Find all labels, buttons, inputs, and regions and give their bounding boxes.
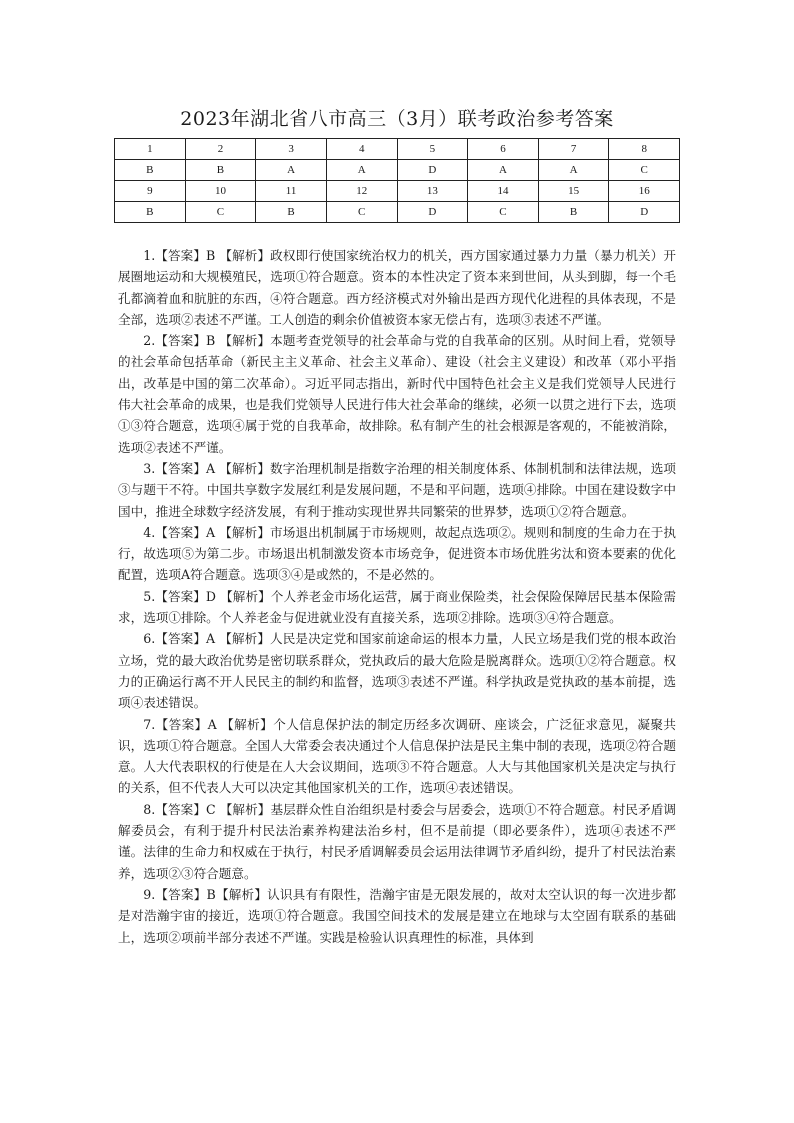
answer-label: 2.【答案】B 【解析】 — [143, 333, 271, 349]
table-cell: B — [115, 160, 186, 181]
table-row — [115, 160, 680, 181]
table-cell: A — [468, 160, 539, 181]
table-cell: 4 — [326, 139, 397, 160]
table-cell: C — [609, 160, 680, 181]
table-cell: A — [256, 160, 327, 181]
table-cell: A — [538, 160, 609, 181]
answer-label: 8.【答案】C 【解析】 — [143, 801, 271, 817]
table-cell: 10 — [185, 181, 256, 202]
answer-label: 9.【答案】B【解析】 — [143, 886, 268, 902]
table-cell: 3 — [256, 139, 327, 160]
table-row — [115, 202, 680, 223]
table-cell: D — [609, 202, 680, 223]
table-cell: 15 — [538, 181, 609, 202]
table-cell: C — [468, 202, 539, 223]
explanation-item — [118, 628, 676, 713]
explanation-item — [118, 586, 676, 629]
table-cell: D — [397, 202, 468, 223]
explanation-text: 市场退出机制属于市场规则，故起点选项②。规则和制度的生命力在于执行，故选项⑤为第二步。市场退出机制激发资本市场竞争，促进资本市场优胜劣汰和资本要素的优化配置，选项A符合题意。选项③④是或然的，不是必然的。 — [118, 524, 676, 583]
explanation-text: 人民是决定党和国家前途命运的根本力量，人民立场是我们党的根本政治立场，党的最大政治优势是密切联系群众，党执政后的最大危险是脱离群众。选项①②符合题意。权力的正确运行离不开人民民主的制约和监督，选项③表述不严谨。科学执政是党执政的基本前提，选项④表述错误。 — [118, 631, 676, 711]
table-cell: 1 — [115, 139, 186, 160]
table-cell: 11 — [256, 181, 327, 202]
table-cell: 9 — [115, 181, 186, 202]
table-cell: B — [115, 202, 186, 223]
explanation-item — [118, 884, 676, 948]
answer-label: 7.【答案】A 【解析】 — [143, 716, 274, 732]
explanation-text: 基层群众性自治组织是村委会与居委会，选项①不符合题意。村民矛盾调解委员会，有利于提升村民法治素养构建法治乡村，但不是前提（即必要条件），选项④表述不严谨。法律的生命力和权威在于执行，村民矛盾调解委员会运用法律调节矛盾纠纷，提升了村民法治素养，选项②③符合题意。 — [118, 801, 677, 881]
answer-label: 5.【答案】D 【解析】 — [143, 588, 271, 604]
table-cell: 12 — [326, 181, 397, 202]
answer-label: 1.【答案】B 【解析】 — [143, 248, 271, 263]
answer-table — [114, 138, 680, 223]
table-row — [115, 181, 680, 202]
table-cell: 16 — [609, 181, 680, 202]
explanation-text: 认识具有有限性，浩瀚宇宙是无限发展的，故对太空认识的每一次进步都是对浩瀚宇宙的接近，选项①符合题意。我国空间技术的发展是建立在地球与太空固有联系的基础上，选项②项前半部分表述不严谨。实践是检验认识真理性的标准，具体到 — [118, 886, 676, 945]
table-cell: 14 — [468, 181, 539, 202]
table-cell: 5 — [397, 139, 468, 160]
answer-label: 6.【答案】A 【解析】 — [143, 631, 271, 647]
explanation-text: 政权即行使国家统治权力的机关，西方国家通过暴力力量（暴力机关）开展圈地运动和大规模殖民，选项①符合题意。资本的本性决定了资本来到世间，从头到脚，每一个毛孔都滴着血和肮脏的东西，④符合题意。西方经济模式对外输出是西方现代化进程的具体表现，不是全部，选项②表述不严谨。工人创造的剩余价值被资本家无偿占有，选项③表述不严谨。 — [118, 248, 676, 327]
table-cell: C — [185, 202, 256, 223]
explanation-text: 本题考查党领导的社会革命与党的自我革命的区别。从时间上看，党领导的社会革命包括革命（新民主主义革命、社会主义革命）、建设（社会主义建设）和改革（邓小平指出，改革是中国的第二次革命）。习近平同志指出，新时代中国特色社会主义是我们党领导人民进行伟大社会革命的成果，也是我们党领导人民进行伟大社会革命的继续，必须一以贯之进行下去，选项①③符合题意，选项④属于党的自我革命，故排除。私有制产生的社会根源是客观的，不能被消除，选项②表述不严谨。 — [118, 333, 676, 455]
table-cell: 7 — [538, 139, 609, 160]
explanation-item — [118, 799, 676, 884]
table-cell: A — [326, 160, 397, 181]
answer-label: 4.【答案】A 【解析】 — [143, 524, 271, 540]
table-cell: B — [185, 160, 256, 181]
table-cell: C — [326, 202, 397, 223]
explanation-text: 数字治理机制是指数字治理的相关制度体系、体制机制和法律法规，选项③与题干不符。中国共享数字发展红利是发展问题，不是和平问题，选项④排除。中国在建设数字中国中，推进全球数字经济发展，有利于推动实现世界共同繁荣的世界梦，选项①②符合题意。 — [118, 460, 676, 519]
answer-label: 3.【答案】A 【解析】 — [143, 460, 271, 476]
explanation-item — [118, 714, 676, 799]
answer-explanations — [118, 245, 676, 948]
table-cell: 6 — [468, 139, 539, 160]
explanation-item — [118, 458, 676, 522]
table-cell: 2 — [185, 139, 256, 160]
explanation-item — [118, 245, 676, 330]
explanation-text: 个人信息保护法的制定历经多次调研、座谈会，广泛征求意见，凝聚共识，选项①符合题意。全国人大常委会表决通过个人信息保护法是民主集中制的表现，选项②符合题意。人大代表职权的行使是在人大会议期间，选项③不符合题意。人大与其他国家机关是决定与执行的关系，但不代表人大可以决定其他国家机关的工作，选项④表述错误。 — [118, 716, 676, 796]
table-row — [115, 139, 680, 160]
table-cell: 8 — [609, 139, 680, 160]
explanation-item — [118, 330, 676, 458]
explanation-text: 个人养老金市场化运营，属于商业保险类，社会保险保障居民基本保险需求，选项①排除。个人养老金与促进就业没有直接关系，选项②排除。选项③④符合题意。 — [118, 588, 677, 626]
table-cell: B — [538, 202, 609, 223]
explanation-item — [118, 522, 676, 586]
document-title: 2023年湖北省八市高三（3月）联考政治参考答案 — [180, 108, 614, 130]
table-cell: B — [256, 202, 327, 223]
table-cell: D — [397, 160, 468, 181]
table-cell: 13 — [397, 181, 468, 202]
